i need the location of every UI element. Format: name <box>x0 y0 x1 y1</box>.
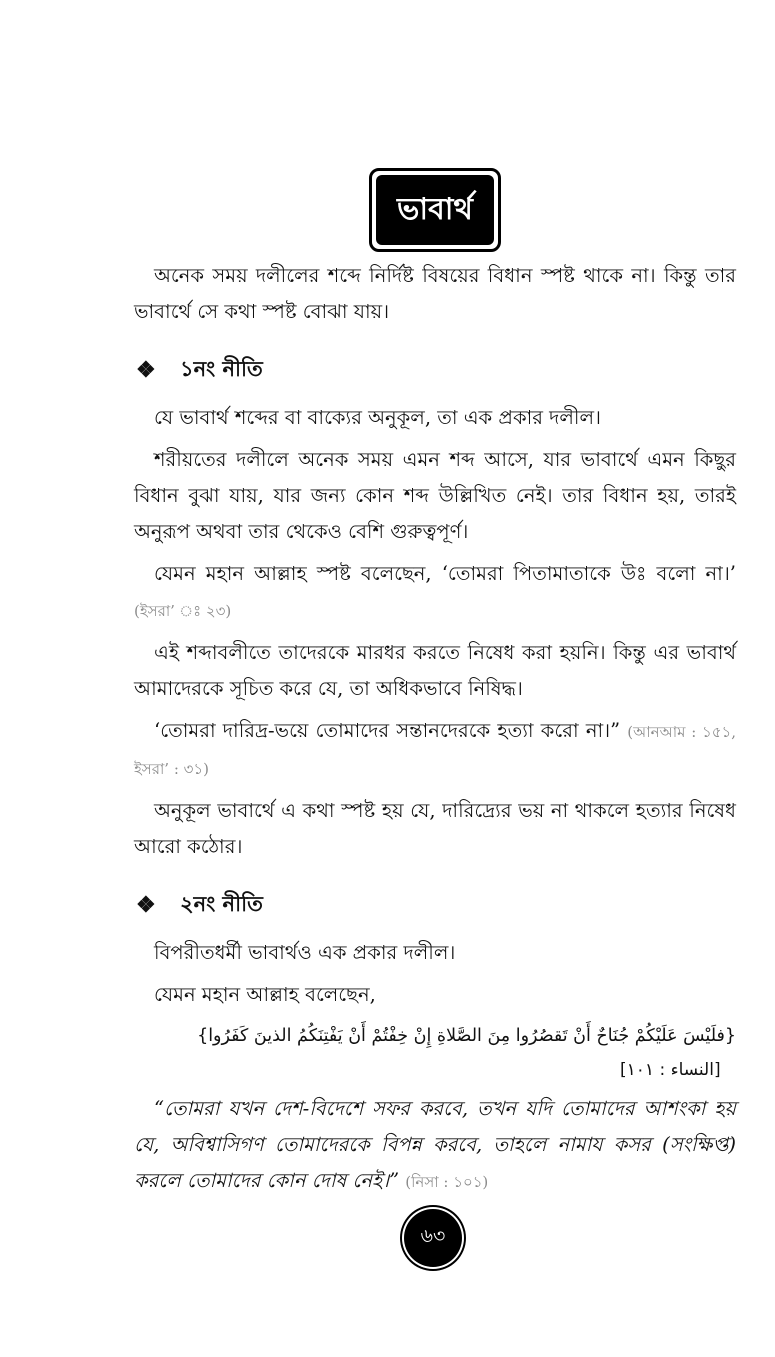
diamond-bullet-icon: ❖ <box>136 357 156 383</box>
section-1-title: ১নং নীতি <box>180 355 263 381</box>
section-2-paragraph-1: বিপরীতধর্মী ভাবার্থও এক প্রকার দলীল। <box>154 941 456 964</box>
page-number-badge <box>404 1209 462 1267</box>
chapter-title-inner <box>376 175 494 245</box>
chapter-title-box <box>369 168 501 252</box>
chapter-title: ভাবার্থ <box>397 192 473 227</box>
arabic-verse: {فلَيْسَ عَلَيْكُمْ جُنَاحٌ أَنْ تَقصُرُوا مِنَ الصَّلاةِ إِنْ خِفْتُمْ أَنْ يَفْتِنَكُمُ الذينَ كَفَرُوا} <box>197 1026 736 1046</box>
section-1-paragraph-1: যে ভাবার্থ শব্দের বা বাক্যের অনুকূল, তা এক প্রকার দলীল। <box>154 406 602 429</box>
intro-paragraph: অনেক সময় দলীলের শব্দে নির্দিষ্ট বিষয়ের বিধান স্পষ্ট থাকে না। কিন্তু তার ভাবার্থে সে কথা স্পষ্ট বোঝা যায়। <box>134 264 736 323</box>
verse-translation-reference: (নিসা : ১০১) <box>405 1173 489 1191</box>
arabic-verse-reference: [النساء : ١٠١] <box>620 1060 721 1080</box>
section-1-paragraph-4: এই শব্দাবলীতে তাদেরকে মারধর করতে নিষেধ করা হয়নি। কিন্তু এর ভাবার্থ আমাদেরকে সূচিত করে যে, তা অধিকভাবে নিষিদ্ধ। <box>134 641 736 700</box>
verse-translation-text: “তোমরা যখন দেশ-বিদেশে সফর করবে, তখন যদি তোমাদের আশংকা হয় যে, অবিশ্বাসিগণ তোমাদেরকে বিপন্ন করবে, তাহলে নামায কসর (সংক্ষিপ্ত) করলে তোমাদের কোন দোষ নেই।” <box>134 1097 736 1192</box>
section-1-paragraph-5-reference: (আনআম : ১৫১, ইসরা’ : ৩১) <box>134 723 736 778</box>
section-2-heading <box>134 887 736 923</box>
page-content <box>134 258 736 1206</box>
page-number: ৬৩ <box>420 1225 446 1247</box>
section-1-paragraph-3 <box>134 556 736 629</box>
section-2-title: ২নং নীতি <box>180 890 263 916</box>
section-1-heading <box>134 352 736 388</box>
section-1-paragraph-3-reference: (ইসরা’ ঃ ২৩) <box>134 602 232 620</box>
section-1-paragraph-3-text: যেমন মহান আল্লাহ স্পষ্ট বলেছেন, ‘তোমরা পিতামাতাকে উঃ বলো না।’ <box>154 562 736 585</box>
section-1-paragraph-6: অনুকূল ভাবার্থে এ কথা স্পষ্ট হয় যে, দারিদ্র্যের ভয় না থাকলে হত্যার নিষেধ আরো কঠোর। <box>134 799 736 858</box>
diamond-bullet-icon: ❖ <box>136 892 156 918</box>
section-2-paragraph-2: যেমন মহান আল্লাহ বলেছেন, <box>154 983 376 1006</box>
section-1-paragraph-5 <box>134 713 736 787</box>
section-1-paragraph-2: শরীয়তের দলীলে অনেক সময় এমন শব্দ আসে, যার ভাবার্থে এমন কিছুর বিধান বুঝা যায়, যার জন্য কোন শব্দ উল্লিখিত নেই। তার বিধান হয়, তারই অনুরূপ অথবা তার থেকেও বেশি গুরুত্বপূর্ণ। <box>134 448 736 543</box>
verse-translation <box>134 1091 736 1200</box>
section-1-paragraph-5-text: ‘তোমরা দারিদ্র-ভয়ে তোমাদের সন্তানদেরকে হত্যা করো না।” <box>154 719 621 742</box>
